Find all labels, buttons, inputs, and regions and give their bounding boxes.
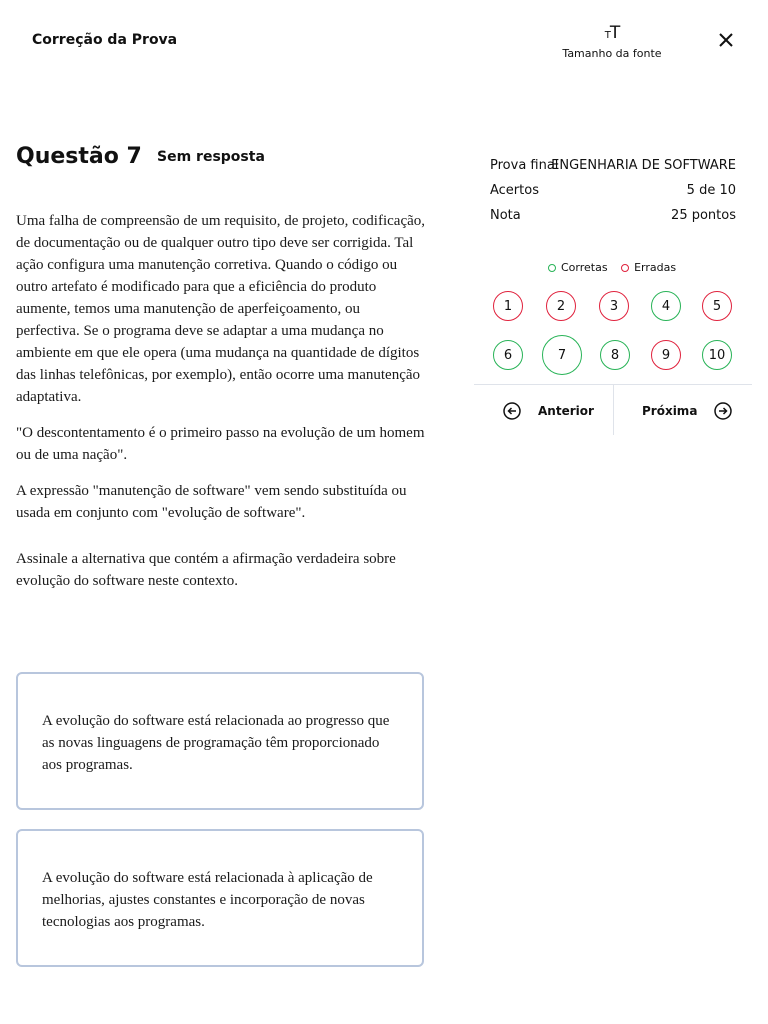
hits-value: 5 de 10 bbox=[686, 183, 736, 198]
wrong-dot-icon bbox=[621, 264, 629, 272]
page-title: Correção da Prova bbox=[32, 32, 178, 48]
question-nav-6[interactable]: 6 bbox=[493, 340, 523, 370]
legend-correct: Corretas bbox=[548, 261, 608, 274]
question-nav-5[interactable]: 5 bbox=[702, 291, 732, 321]
grade-label: Nota bbox=[490, 208, 521, 223]
question-nav-9[interactable]: 9 bbox=[651, 340, 681, 370]
previous-button[interactable] bbox=[502, 401, 594, 421]
correct-dot-icon bbox=[548, 264, 556, 272]
statement-paragraph: Uma falha de compreensão de um requisito, de projeto, codificação, de documentação ou de qualquer outro tipo deve ser corrigida. Tal ação configura uma manutenção corretiva. Quando o código ou outro artefato é modificado para que a eficiência do produto aumente, temos uma manutenção de aperfeiçoamento, ou perfectiva. Se o programa deve se adaptar a uma mudança no ambiente em que ele opera (uma mudança na quantidade de dígitos das linhas telefônicas, por exemplo), então ocorre uma manutenção adaptativa. bbox=[16, 213, 426, 405]
next-button[interactable] bbox=[642, 401, 733, 421]
question-status: Sem resposta bbox=[157, 149, 265, 165]
question-nav-1[interactable]: 1 bbox=[493, 291, 523, 321]
hits-label: Acertos bbox=[490, 183, 539, 198]
arrow-right-circle-icon bbox=[713, 401, 733, 421]
arrow-left-circle-icon bbox=[502, 401, 522, 421]
statement-quote: "O descontentamento é o primeiro passo na evolução de um homem ou de uma nação". bbox=[16, 425, 425, 463]
legend bbox=[548, 261, 686, 275]
grade-value: 25 pontos bbox=[671, 208, 736, 223]
exam-label: Prova final bbox=[490, 158, 559, 173]
question-nav-8[interactable]: 8 bbox=[600, 340, 630, 370]
exam-value: ENGENHARIA DE SOFTWARE bbox=[551, 158, 736, 173]
question-navigation bbox=[474, 384, 752, 437]
close-button[interactable] bbox=[712, 26, 740, 54]
question-title: Questão 7 bbox=[16, 144, 142, 169]
question-nav-10[interactable]: 10 bbox=[702, 340, 732, 370]
statement-prompt: Assinale a alternativa que contém a afirmação verdadeira sobre evolução do software neste contexto. bbox=[16, 551, 396, 589]
nav-divider bbox=[613, 385, 614, 435]
previous-label: Anterior bbox=[538, 404, 594, 418]
question-nav-4[interactable]: 4 bbox=[651, 291, 681, 321]
question-nav-7-current[interactable]: 7 bbox=[542, 335, 582, 375]
font-size-label: Tamanho da fonte bbox=[562, 47, 662, 60]
statement-paragraph: A expressão "manutenção de software" vem sendo substituída ou usada em conjunto com "evolução de software". bbox=[16, 483, 407, 521]
question-nav-2[interactable]: 2 bbox=[546, 291, 576, 321]
close-icon bbox=[712, 26, 740, 54]
next-label: Próxima bbox=[642, 404, 698, 418]
legend-wrong: Erradas bbox=[621, 261, 676, 274]
question-statement bbox=[16, 210, 426, 606]
question-nav-3[interactable]: 3 bbox=[599, 291, 629, 321]
font-size-button[interactable] bbox=[560, 24, 664, 60]
answer-option[interactable]: A evolução do software está relacionada à aplicação de melhorias, ajustes constantes e incorporação de novas tecnologias aos programas. bbox=[16, 829, 424, 967]
answer-option[interactable]: A evolução do software está relacionada ao progresso que as novas linguagens de programação têm proporcionado aos programas. bbox=[16, 672, 424, 810]
text-size-icon: TT bbox=[604, 23, 620, 43]
